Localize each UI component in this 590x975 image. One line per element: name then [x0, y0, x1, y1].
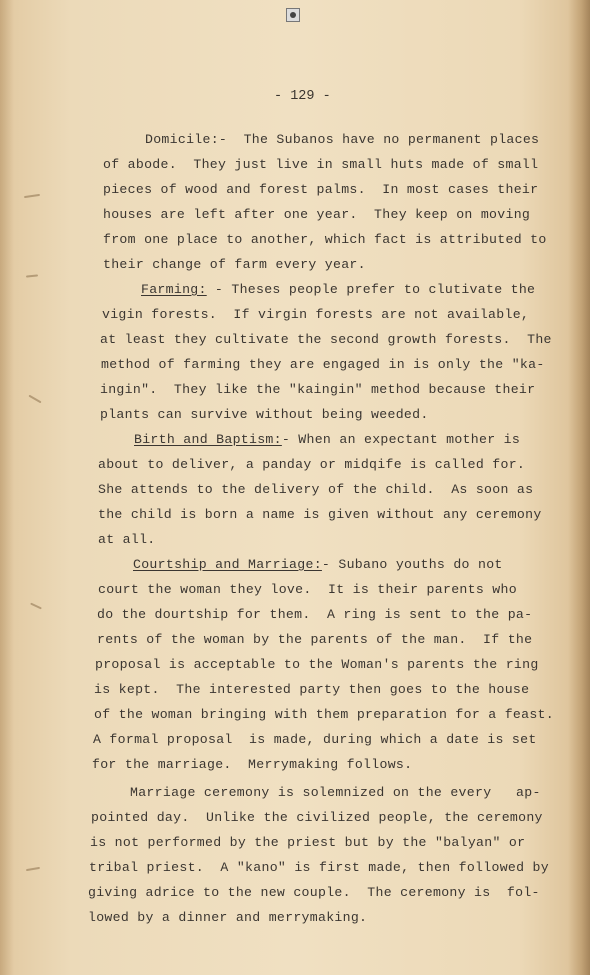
- text-line: [133, 557, 503, 572]
- text-line: proposal is acceptable to the Woman's parents the ring: [95, 657, 539, 672]
- section-heading-rest: - Subano youths do not: [321, 557, 503, 572]
- text-line: [141, 282, 535, 297]
- margin-mark: [28, 395, 41, 404]
- text-line: ingin". They like the "kaingin" method because their: [100, 382, 536, 397]
- text-line: rents of the woman by the parents of the man. If the: [97, 632, 533, 647]
- margin-mark: [26, 274, 38, 277]
- section-heading: Farming:: [141, 282, 207, 297]
- text-line: method of farming they are engaged in is only the "ka-: [101, 357, 545, 372]
- margin-mark: [30, 603, 42, 610]
- text-line: pointed day. Unlike the civilized people, the ceremony: [91, 810, 543, 825]
- text-line: is not performed by the priest but by the "balyan" or: [90, 835, 526, 850]
- text-line: about to deliver, a panday or midqife is called for.: [98, 457, 526, 472]
- text-line: for the marriage. Merrymaking follows.: [92, 757, 413, 772]
- text-line: giving adrice to the new couple. The ceremony is fol-: [88, 885, 540, 900]
- text-line: tribal priest. A "kano" is first made, then followed by: [89, 860, 549, 875]
- page-right-edge: [568, 0, 590, 975]
- text-line: of abode. They just live in small huts made of small: [103, 157, 539, 172]
- text-line: do the dourtship for them. A ring is sent to the pa-: [97, 607, 533, 622]
- text-line: at least they cultivate the second growth forests. The: [100, 332, 552, 347]
- text-line: houses are left after one year. They keep on moving: [103, 207, 531, 222]
- text-line: their change of farm every year.: [103, 257, 366, 272]
- binder-clip-icon: [286, 8, 300, 22]
- text-line: court the woman they love. It is their parents who: [98, 582, 517, 597]
- text-line: pieces of wood and forest palms. In most cases their: [103, 182, 539, 197]
- text-line: Domicile:- The Subanos have no permanent places: [145, 132, 540, 147]
- text-line: the child is born a name is given without any ceremony: [98, 507, 542, 522]
- text-line: from one place to another, which fact is attributed to: [103, 232, 547, 247]
- section-heading-rest: - When an expectant mother is: [281, 432, 521, 447]
- text-line: is kept. The interested party then goes to the house: [94, 682, 530, 697]
- section-heading: Birth and Baptism:: [134, 432, 282, 447]
- text-line: vigin forests. If virgin forests are not available,: [102, 307, 530, 322]
- text-line: [134, 432, 520, 447]
- page-number: - 129 -: [274, 89, 331, 104]
- text-line: She attends to the delivery of the child. As soon as: [98, 482, 534, 497]
- text-line: Marriage ceremony is solemnized on the every ap-: [130, 785, 541, 800]
- section-heading-rest: - Theses people prefer to clutivate the: [206, 282, 536, 297]
- text-line: plants can survive without being weeded.: [100, 407, 429, 422]
- text-line: at all.: [98, 532, 156, 547]
- margin-mark: [24, 194, 40, 198]
- page-left-shadow: [0, 0, 14, 975]
- section-heading: Courtship and Marriage:: [133, 557, 322, 572]
- text-line: lowed by a dinner and merrymaking.: [88, 910, 368, 925]
- text-line: of the woman bringing with them preparation for a feast.: [94, 707, 554, 722]
- margin-mark: [26, 867, 40, 871]
- text-line: A formal proposal is made, during which a date is set: [93, 732, 537, 747]
